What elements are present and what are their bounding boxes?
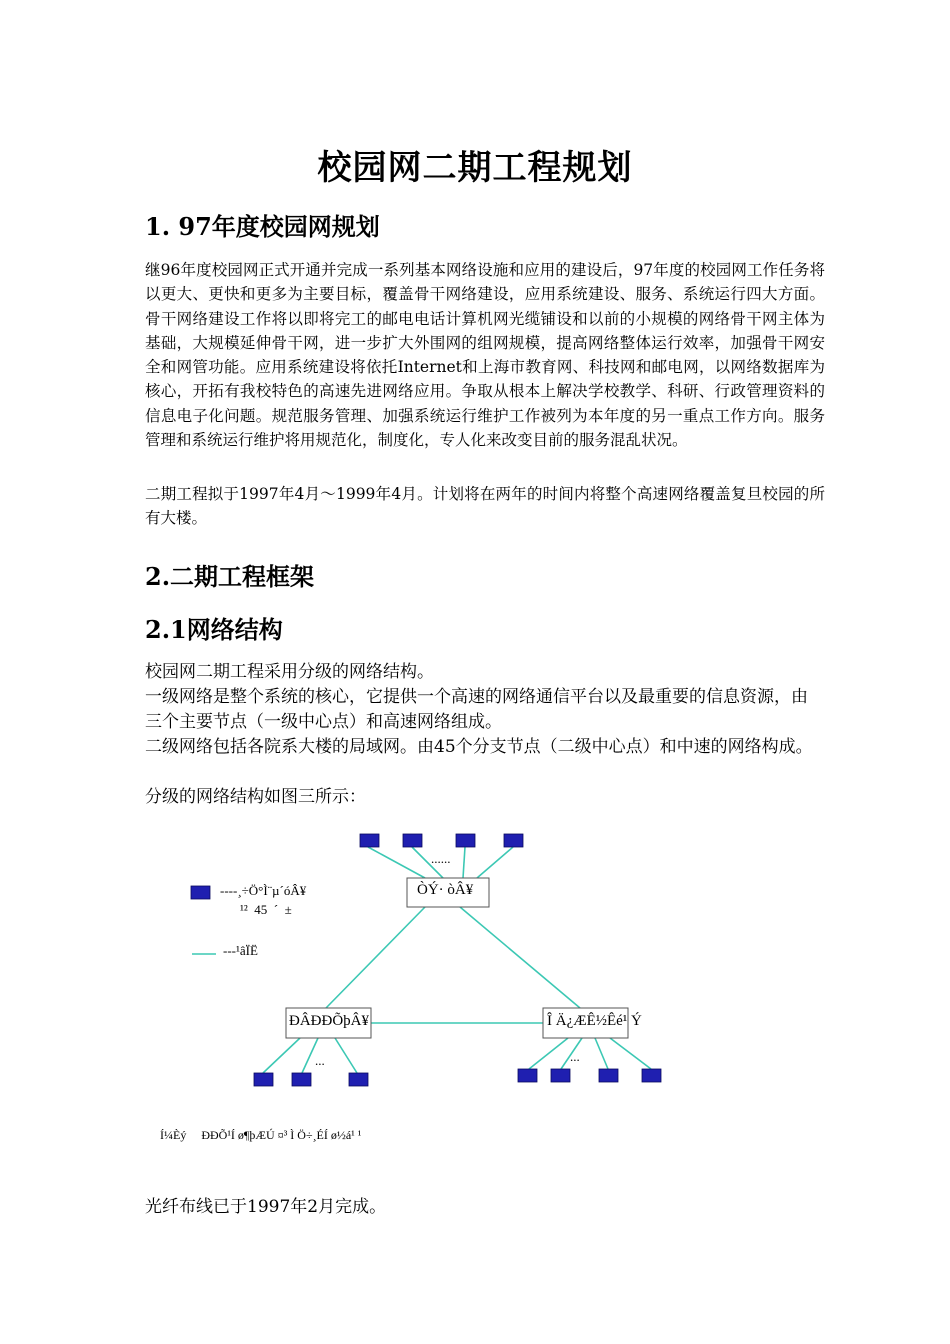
structure-line-2: 一级网络是整个系统的核心，它提供一个高速的网络通信平台以及最重要的信息资源，由三个主要节点（一级中心点）和高速网络组成。 — [145, 687, 808, 732]
node-top-3 — [456, 834, 475, 847]
link-top-4 — [477, 847, 513, 878]
node-top-4 — [504, 834, 523, 847]
footer-line: 光纤布线已于1997年2月完成。 — [145, 1197, 387, 1217]
node-left-2 — [292, 1073, 311, 1086]
link-top-3 — [463, 847, 465, 878]
node-left-3 — [349, 1073, 368, 1086]
network-diagram-graphics — [185, 825, 685, 1165]
structure-line-3: 二级网络包括各院系大楼的局域网。由45个分支节点（二级中心点）和中速的网络构成。 — [145, 737, 813, 757]
node-left-1 — [254, 1073, 273, 1086]
link-right-3 — [595, 1038, 608, 1069]
section-1-paragraph-1: 继96年度校园网正式开通并完成一系列基本网络设施和应用的建设后，97年度的校园网工作任务将以更大、更快和更多为主要目标，覆盖骨干网络建设，应用系统建设、服务、系统运行四大方面。骨干网络建设工作将以即将完工的邮电电话计算机网光缆铺设和以前的小规模的网络骨干网主体为基础，大规模延伸骨干网，进一步扩大外围网的组网规模，提高网络整体运行效率，加强骨干网安全和网管功能。应用系统建设将依托Internet和上海市教育网、科技网和邮电网，以网络数据库为核心，开拓有我校特色的高速先进网络应用。争取从根本上解决学校教学、科研、行政管理资料的信息电子化问题。规范服务管理、加强系统运行维护工作被列为本年度的另一重点工作方向。服务管理和系统运行维护将用规范化，制度化，专人化来改变目前的服务混乱状况。 — [145, 261, 825, 450]
branch-nodes — [191, 834, 661, 1086]
link-right-1 — [529, 1038, 568, 1069]
node-top-1 — [360, 834, 379, 847]
node-right-2 — [551, 1069, 570, 1082]
node-top-2 — [403, 834, 422, 847]
left-nodes-ellipsis: ... — [315, 1053, 325, 1068]
section-1-heading: 1. 97年度校园网规划 — [145, 212, 380, 241]
link-core-right — [460, 907, 580, 1008]
legend-node-label-line-1: ----¸÷Ö°Ì¨µ´óÂ¥ — [220, 883, 307, 898]
center-node-left-label: ÐÂÐÐÕþÂ¥ — [289, 1013, 369, 1029]
figure-caption: Í¼Èý ÐÐÕ¹Í ø¶þÆÚ ¤³ Ì Ö÷¸ÉÍ ø½á¹ ¹ — [160, 1128, 362, 1142]
node-right-4 — [642, 1069, 661, 1082]
page-title: 校园网二期工程规划 — [317, 148, 633, 188]
top-nodes-ellipsis: ...... — [431, 851, 451, 866]
legend-node-label-line-2: ¹² 45 ´ ± — [240, 902, 292, 917]
structure-line-1: 校园网二期工程采用分级的网络结构。 — [145, 662, 434, 682]
legend-link-label: ---¹âÏË — [223, 943, 258, 958]
node-right-3 — [599, 1069, 618, 1082]
section-2-heading: 2.二期工程框架 — [145, 562, 315, 591]
node-right-1 — [518, 1069, 537, 1082]
structure-line-4: 分级的网络结构如图三所示： — [145, 787, 366, 807]
network-structure-diagram — [185, 825, 685, 1165]
center-node-right-label: Î Ä¿ÆÊ½Êé¹ Ý — [547, 1013, 642, 1029]
link-left-1 — [263, 1038, 300, 1073]
link-left-3 — [335, 1038, 357, 1073]
legend-node-swatch — [191, 886, 210, 899]
section-2-1-heading: 2.1网络结构 — [145, 615, 283, 644]
link-core-left — [326, 907, 425, 1008]
right-nodes-ellipsis: ... — [570, 1049, 580, 1064]
link-right-4 — [610, 1038, 651, 1069]
center-node-top-label: ÒÝ· òÂ¥ — [417, 882, 474, 898]
section-1-paragraph-2: 二期工程拟于1997年4月～1999年4月。计划将在两年的时间内将整个高速网络覆盖复旦校园的所有大楼。 — [145, 485, 825, 528]
